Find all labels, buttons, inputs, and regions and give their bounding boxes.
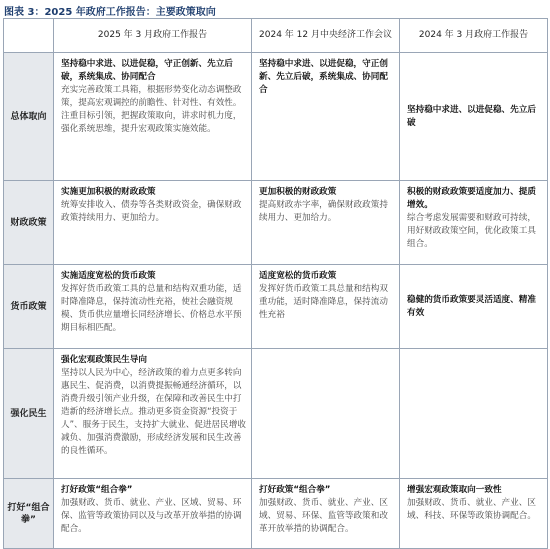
cell-heading: 更加积极的财政政策 (259, 187, 337, 197)
cell-heading: 实施更加积极的财政政策 (61, 187, 156, 197)
cell-heading: 坚持稳中求进、以进促稳，守正创新、先立后破，系统集成、协同配合 (61, 59, 233, 82)
cell-2024-dec (252, 479, 400, 549)
table-caption: 图表 3：2025 年政府工作报告：主要政策取向 (4, 7, 216, 18)
cell-2024-mar (400, 53, 548, 181)
cell-heading: 打好政策“组合拳” (259, 485, 331, 495)
cell-2024-mar (400, 181, 548, 265)
cell-text: 综合考虑发展需要和财政可持续，用好财政政策空间，优化政策工具组合。 (407, 213, 536, 249)
cell-heading: 实施适度宽松的货币政策 (61, 271, 156, 281)
cell-text: 提高财政赤字率，确保财政政策持续用力、更加给力。 (259, 200, 388, 223)
cell-text: 发挥好货币政策工具总量和结构双重功能，适时降准降息，保持流动性充裕 (259, 284, 388, 320)
cell-heading: 适度宽松的货币政策 (259, 271, 337, 281)
header-2024-dec: 2024 年 12 月中央经济工作会议 (252, 19, 400, 53)
cell-text: 坚持以人民为中心，经济政策的着力点更多转向惠民生、促消费，以消费提振畅通经济循环，以消费升级引领产业升级，在保障和改善民生中打造新的经济增长点。推动更多资金资源“投资于人”、服务于民生，支持扩大就业、促进居民增收减负、加强消费激励，形成经济发展和民生改善的良性循环。 (61, 368, 246, 456)
cell-heading: 坚持稳中求进、以进促稳、先立后破 (407, 105, 536, 128)
table-row (4, 349, 548, 479)
cell-2024-mar (400, 479, 548, 549)
cell-2025-mar (54, 181, 252, 265)
cell-2025-mar (54, 479, 252, 549)
table-row (4, 181, 548, 265)
cell-heading: 坚持稳中求进、以进促稳，守正创新、先立后破，系统集成、协同配合 (259, 59, 388, 95)
cell-2024-dec (252, 53, 400, 181)
row-label: 强化民生 (4, 349, 54, 479)
cell-text: 统筹安排收入、债券等各类财政资金，确保财政政策持续用力、更加给力。 (61, 200, 242, 223)
cell-2024-dec (252, 181, 400, 265)
cell-2024-mar (400, 349, 548, 479)
cell-2025-mar (54, 265, 252, 349)
cell-2025-mar (54, 349, 252, 479)
cell-heading: 积极的财政政策要适度加力、提质增效。 (407, 187, 536, 210)
cell-heading: 强化宏观政策民生导向 (61, 355, 147, 365)
cell-text: 加强财政、货币、就业、产业、区域、贸易、环保、监管等政策和改革开放举措的协调配合。 (259, 498, 388, 534)
row-label: 总体取向 (4, 53, 54, 181)
cell-heading: 稳健的货币政策要灵活适度、精准有效 (407, 295, 536, 318)
header-2024-mar: 2024 年 3 月政府工作报告 (400, 19, 548, 53)
cell-text: 加强财政、货币、就业、产业、区域、贸易、环保、监管等政策协同以及与改革开放举措的协调配合。 (61, 498, 242, 534)
header-row (4, 19, 548, 53)
row-label: 货币政策 (4, 265, 54, 349)
cell-2025-mar (54, 53, 252, 181)
row-label: 财政政策 (4, 181, 54, 265)
policy-comparison-table (3, 18, 548, 549)
cell-2024-dec (252, 349, 400, 479)
cell-text: 加强财政、货币、就业、产业、区域、科技、环保等政策协调配合。 (407, 498, 536, 521)
cell-2024-mar (400, 265, 548, 349)
table-row (4, 479, 548, 549)
header-2025-mar: 2025 年 3 月政府工作报告 (54, 19, 252, 53)
cell-heading: 打好政策“组合拳” (61, 485, 133, 495)
cell-text: 充实完善政策工具箱，根据形势变化动态调整政策，提高宏观调控的前瞻性、针对性、有效性。注重目标引领，把握政策取向，讲求时机力度，强化系统思维，提升宏观政策实施效能。 (61, 85, 242, 134)
table-row (4, 53, 548, 181)
table-row (4, 265, 548, 349)
header-corner (4, 19, 54, 53)
cell-text: 发挥好货币政策工具的总量和结构双重功能，适时降准降息，保持流动性充裕，使社会融资规模、货币供应量增长同经济增长、价格总水平预期目标相匹配。 (61, 284, 242, 333)
cell-heading: 增强宏观政策取向一致性 (407, 485, 502, 495)
row-label: 打好“组合拳” (4, 479, 54, 549)
cell-2024-dec (252, 265, 400, 349)
